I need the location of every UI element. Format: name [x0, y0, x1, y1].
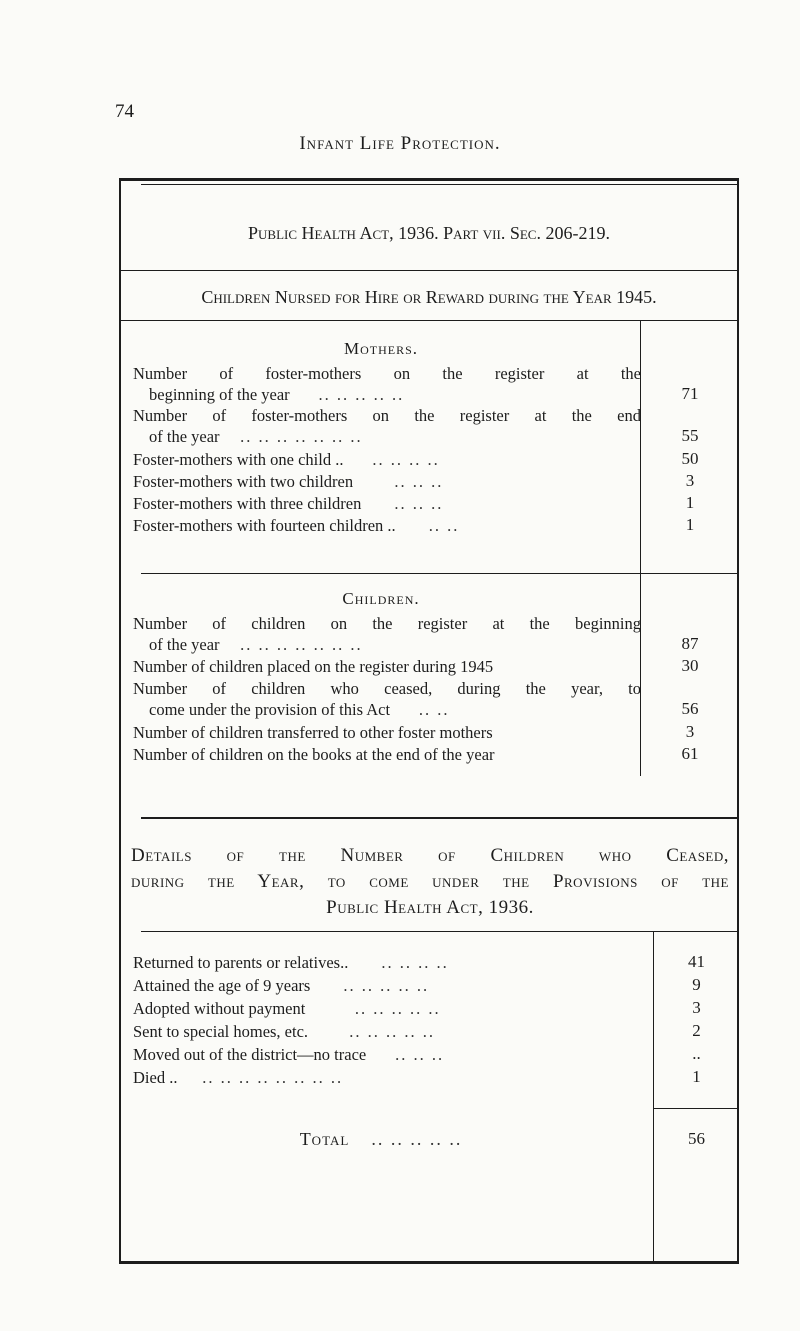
page-number: 74	[115, 101, 134, 122]
table-row	[133, 1067, 641, 1088]
row-value: 3	[685, 722, 695, 741]
table-row	[133, 471, 641, 492]
leader-dots: .. .. .. ..	[381, 953, 449, 972]
leader-dots: .. .. .. ..	[372, 450, 440, 469]
act-heading: Public Health Act, 1936. Part vii. Sec. 206-219.	[248, 223, 610, 243]
table-row	[133, 656, 641, 677]
row-label: Number of foster-mothers on the register at the end	[133, 406, 641, 425]
row-value: 1	[685, 493, 695, 512]
column-divider	[653, 931, 654, 1264]
row-value: 55	[681, 426, 699, 445]
table-row	[133, 744, 641, 765]
divider	[141, 931, 737, 932]
leader-dots: .. ..	[428, 516, 460, 535]
table-row	[133, 952, 641, 973]
row-label: Number of children placed on the register during 1945	[133, 657, 494, 676]
row-label: Foster-mothers with two children	[133, 472, 354, 491]
row-label: Number of children on the books at the end of the year	[133, 745, 495, 764]
table-row	[133, 363, 641, 405]
total-label: Total	[299, 1129, 350, 1149]
table-row	[133, 722, 641, 743]
leader-dots: .. .. .. .. .. .. ..	[240, 427, 363, 446]
row-value: 56	[681, 699, 699, 718]
table-row	[133, 998, 641, 1019]
leader-dots: .. ..	[418, 700, 450, 719]
row-label: beginning of the year	[149, 385, 290, 404]
divider	[121, 270, 737, 271]
row-label: of the year	[149, 635, 220, 654]
row-label: Moved out of the district—no trace	[133, 1045, 367, 1064]
leader-dots: .. .. ..	[394, 494, 444, 513]
row-label: Sent to special homes, etc.	[133, 1022, 309, 1041]
table-subheading: Children Nursed for Hire or Reward during the Year 1945.	[201, 287, 657, 307]
row-value: 1	[692, 1067, 701, 1086]
row-value: 61	[681, 744, 699, 763]
table-row	[133, 1044, 641, 1065]
row-label: of the year	[149, 427, 220, 446]
children-heading: Children.	[342, 589, 420, 608]
row-value: 2	[692, 1021, 701, 1040]
row-label: Foster-mothers with fourteen children ..	[133, 516, 396, 535]
total-value: 56	[688, 1129, 705, 1148]
total-row	[121, 1129, 641, 1150]
divider	[141, 817, 737, 819]
row-value: 9	[692, 975, 701, 994]
page-title: Infant Life Protection.	[299, 133, 501, 154]
details-heading-line: Details of the Number of Children who Ceased,	[131, 845, 729, 866]
row-label: Number of foster-mothers on the register at the	[133, 364, 641, 383]
row-label: Returned to parents or relatives..	[133, 953, 349, 972]
table-row	[133, 515, 641, 536]
row-label: come under the provision of this Act	[149, 700, 391, 719]
leader-dots: .. .. .. .. ..	[343, 976, 430, 995]
leader-dots: .. .. ..	[395, 1045, 445, 1064]
details-heading-line: during the Year, to come under the Provisions of the	[131, 871, 729, 892]
row-label: Adopted without payment	[133, 999, 306, 1018]
details-heading	[131, 843, 729, 921]
table-row	[133, 613, 641, 655]
row-label: Foster-mothers with three children	[133, 494, 362, 513]
row-value: 71	[681, 384, 699, 403]
row-label: Number of children who ceased, during the year, to	[133, 679, 641, 698]
row-value: 30	[681, 656, 699, 675]
row-value: 50	[681, 449, 699, 468]
table-row	[133, 1021, 641, 1042]
row-value: 3	[685, 471, 695, 490]
mothers-heading: Mothers.	[343, 339, 419, 358]
table-row	[133, 678, 641, 720]
row-value: 1	[685, 515, 695, 534]
row-value: 3	[692, 998, 701, 1017]
row-label: Died ..	[133, 1068, 178, 1087]
row-label: Number of children on the register at the beginning	[133, 614, 641, 633]
leader-dots: .. .. .. .. ..	[371, 1129, 463, 1149]
row-value: 41	[688, 952, 705, 971]
report-table	[119, 178, 739, 1264]
row-label: Attained the age of 9 years	[133, 976, 311, 995]
table-row	[133, 493, 641, 514]
row-label: Foster-mothers with one child ..	[133, 450, 344, 469]
leader-dots: .. .. ..	[394, 472, 444, 491]
row-value: 87	[681, 634, 699, 653]
details-heading-line: Public Health Act, 1936.	[326, 897, 534, 918]
divider	[141, 573, 737, 574]
divider	[653, 1108, 737, 1109]
divider	[121, 320, 737, 321]
leader-dots: .. .. .. .. .. .. ..	[240, 635, 363, 654]
leader-dots: .. .. .. .. ..	[318, 385, 405, 404]
row-label: Number of children transferred to other foster mothers	[133, 723, 493, 742]
leader-dots: .. .. .. .. ..	[349, 1022, 436, 1041]
row-value: ..	[692, 1044, 701, 1063]
table-row	[133, 975, 641, 996]
table-row	[133, 405, 641, 447]
leader-dots: .. .. .. .. ..	[354, 999, 441, 1018]
table-row	[133, 449, 641, 470]
leader-dots: .. .. .. .. .. .. .. ..	[202, 1068, 344, 1087]
